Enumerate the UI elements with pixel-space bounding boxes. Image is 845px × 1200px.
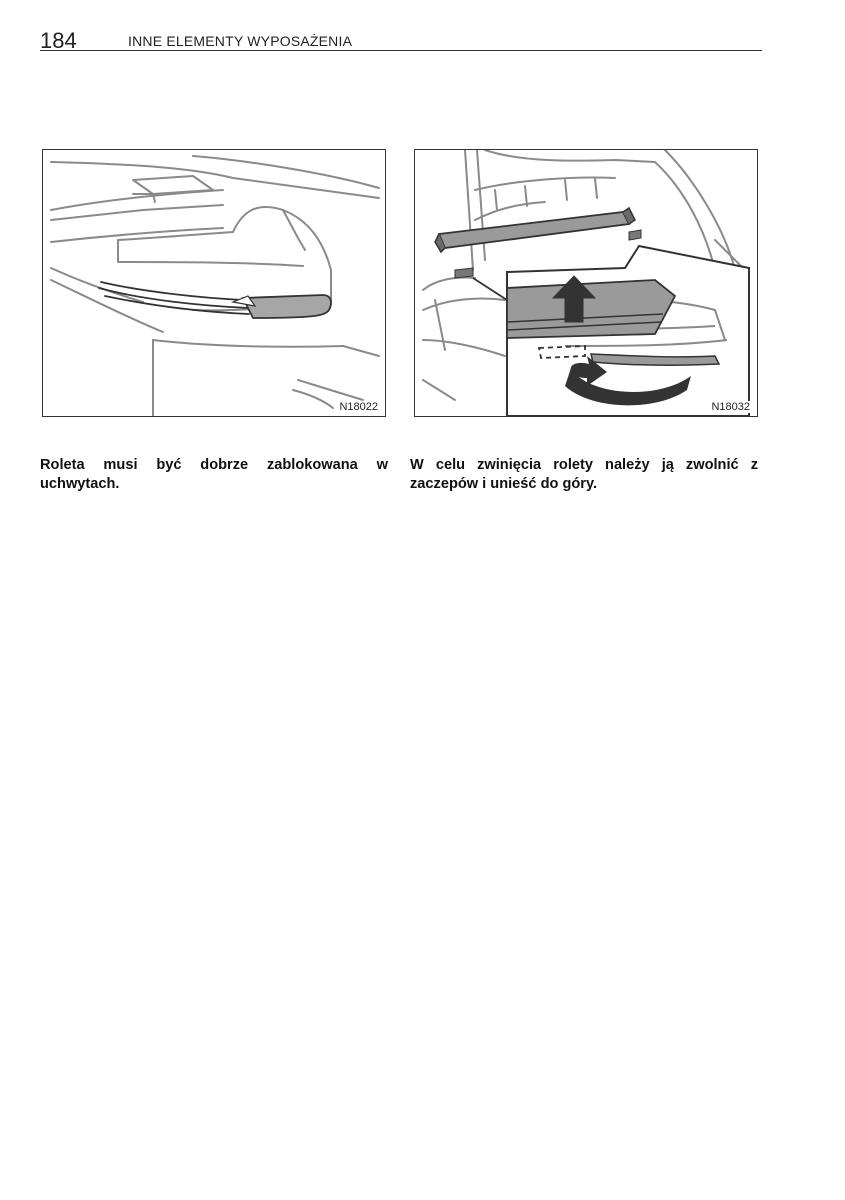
figure-code: N18032 (711, 401, 750, 413)
caption-right: W celu zwinięcia rolety należy ją zwolnić z zaczepów i unieść do góry. (410, 456, 758, 492)
cargo-illustration (415, 150, 757, 416)
page-header (40, 28, 762, 54)
page-number: 184 (40, 28, 77, 53)
figure-code: N18022 (339, 401, 378, 413)
header-rule (40, 50, 762, 51)
figure-cargo-area-release (414, 149, 758, 417)
figure-roller-blind-holder (42, 149, 386, 417)
holder-illustration (43, 150, 385, 416)
section-title: INNE ELEMENTY WYPOSAŻENIA (128, 33, 353, 49)
caption-left: Roleta musi być dobrze zablokowana w uchwytach. (40, 456, 388, 492)
